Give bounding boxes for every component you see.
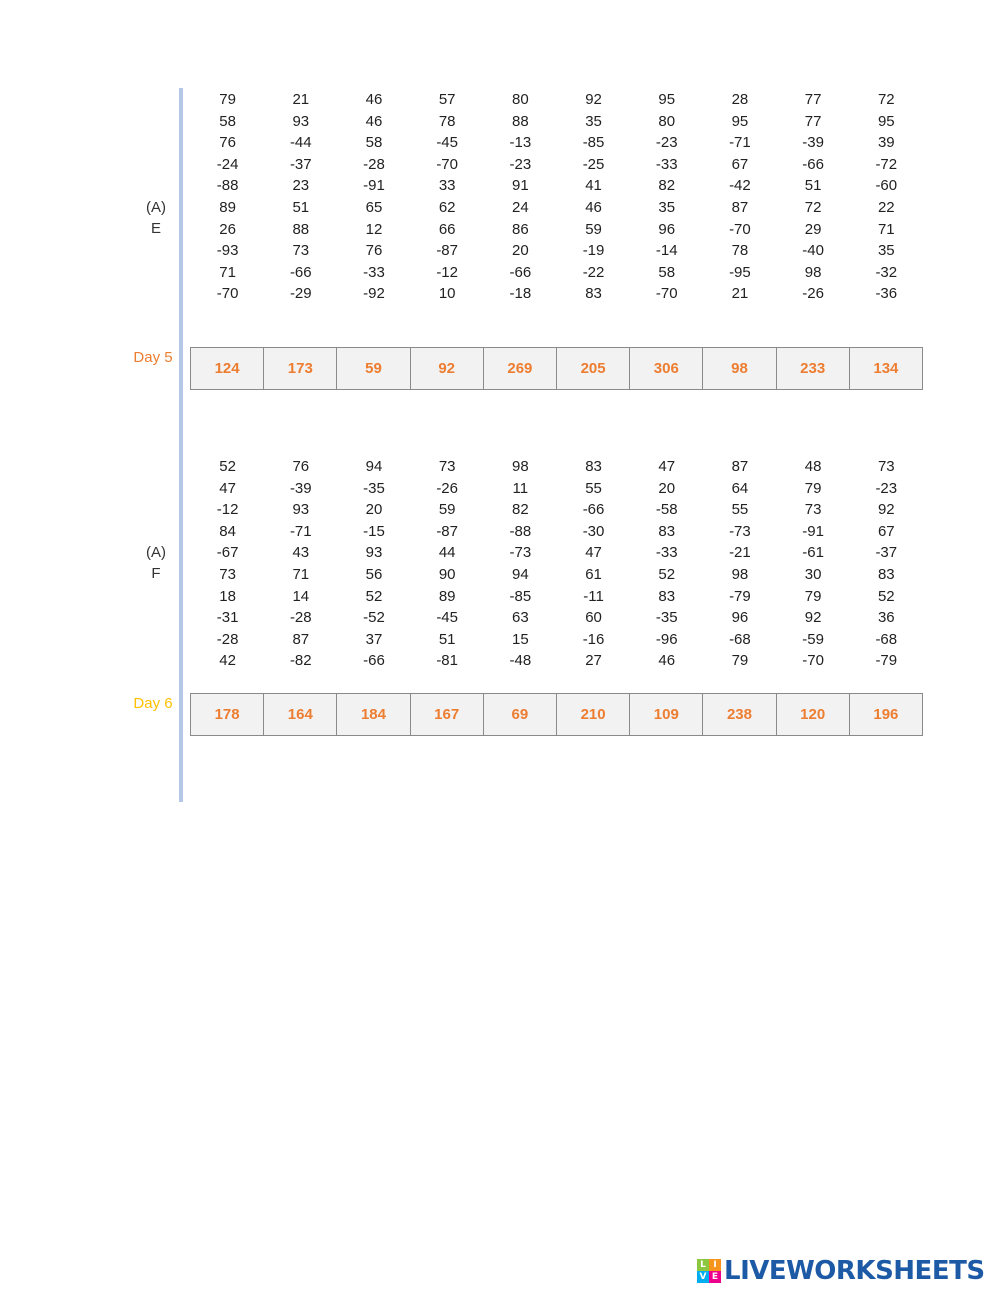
grid-cell: 78 xyxy=(731,242,749,260)
grid-cell: 93 xyxy=(292,501,310,519)
grid-cell: -31 xyxy=(216,609,239,627)
grid-cell: -96 xyxy=(655,630,678,648)
grid-cell: -21 xyxy=(729,544,751,562)
grid-cell: -23 xyxy=(655,134,678,152)
grid-cell: 61 xyxy=(585,565,602,583)
answer-cell[interactable]: 59 xyxy=(337,348,410,390)
grid-cell: 60 xyxy=(585,609,602,627)
grid-cell: 12 xyxy=(365,220,383,238)
grid-cell: -30 xyxy=(582,522,605,540)
answer-cell[interactable]: 120 xyxy=(777,694,850,736)
grid-cell: 52 xyxy=(658,565,676,583)
grid-cell: 80 xyxy=(512,91,529,108)
grid-cell: 62 xyxy=(438,198,456,216)
grid-cell: 35 xyxy=(877,242,895,260)
grid-cell: 79 xyxy=(731,652,749,670)
grid-cell: 20 xyxy=(365,501,383,519)
grid-cell: 82 xyxy=(512,501,529,519)
answer-cell[interactable]: 184 xyxy=(337,694,410,736)
grid-cell: -22 xyxy=(582,263,605,281)
grid-cell: 29 xyxy=(804,220,822,238)
grid-cell: 44 xyxy=(438,544,456,562)
grid-cell: 64 xyxy=(731,479,749,497)
grid-cell: 93 xyxy=(365,544,383,562)
grid-cell: -88 xyxy=(509,522,532,540)
grid-cell: 55 xyxy=(731,501,749,519)
answer-cell[interactable]: 210 xyxy=(557,694,630,736)
grid-cell: 66 xyxy=(438,220,456,238)
grid-cell: 95 xyxy=(877,112,895,130)
grid-cell: -26 xyxy=(802,285,824,303)
grid-cell: -18 xyxy=(509,285,532,303)
grid-cell: -13 xyxy=(509,134,532,152)
grid-cell: -93 xyxy=(216,242,239,260)
grid-cell: 23 xyxy=(292,177,310,195)
grid-cell: 91 xyxy=(512,177,529,195)
grid-cell: -88 xyxy=(216,177,239,195)
liveworksheets-logo-icon xyxy=(697,1259,721,1283)
grid-cell: -72 xyxy=(875,155,898,173)
grid-cell: 58 xyxy=(219,112,236,130)
grid-cell: -79 xyxy=(875,652,898,670)
grid-cell: -79 xyxy=(729,587,751,605)
grid-cell: 46 xyxy=(658,652,676,670)
grid-cell: 51 xyxy=(292,198,310,216)
grid-cell: 92 xyxy=(585,91,602,108)
grid-cell: 35 xyxy=(658,198,676,216)
grid-cell: 87 xyxy=(731,198,749,216)
grid-cell: 10 xyxy=(438,285,456,303)
answer-cell[interactable]: 134 xyxy=(850,348,923,390)
section-f-label xyxy=(128,542,184,584)
grid-cell: 93 xyxy=(292,112,310,130)
section-e-label-line2: E xyxy=(150,220,161,237)
grid-cell: 67 xyxy=(731,155,749,173)
grid-cell: 46 xyxy=(365,112,383,130)
grid-cell: -67 xyxy=(216,544,239,562)
grid-cell: 65 xyxy=(365,198,383,216)
grid-cell: 58 xyxy=(365,134,383,152)
grid-cell: -44 xyxy=(289,134,312,152)
answer-cell[interactable]: 98 xyxy=(703,348,776,390)
grid-cell: -87 xyxy=(436,242,458,260)
grid-cell: 67 xyxy=(877,522,895,540)
grid-cell: 94 xyxy=(365,458,383,475)
grid-cell: -24 xyxy=(216,155,239,173)
grid-cell: -85 xyxy=(509,587,532,605)
grid-cell: -45 xyxy=(436,609,458,627)
grid-cell: 21 xyxy=(731,285,749,303)
grid-cell: -12 xyxy=(436,263,458,281)
grid-cell: 79 xyxy=(804,587,822,605)
grid-cell: 98 xyxy=(512,458,529,475)
grid-cell: 20 xyxy=(512,242,529,260)
grid-cell: 83 xyxy=(585,285,602,303)
grid-cell: -28 xyxy=(363,155,385,173)
grid-cell: -66 xyxy=(363,652,385,670)
grid-cell: -66 xyxy=(289,263,312,281)
grid-cell: 76 xyxy=(292,458,310,475)
grid-cell: 24 xyxy=(512,198,529,216)
section-divider-rule xyxy=(179,88,183,802)
logo-mark-tile: L xyxy=(697,1259,709,1271)
grid-cell: 56 xyxy=(365,565,383,583)
grid-cell: 87 xyxy=(292,630,310,648)
answer-cell[interactable]: 69 xyxy=(484,694,557,736)
grid-cell: -58 xyxy=(655,501,678,519)
grid-cell: -52 xyxy=(363,609,385,627)
grid-cell: 73 xyxy=(877,458,895,475)
grid-cell: -70 xyxy=(216,285,239,303)
logo-mark-tile: E xyxy=(709,1271,721,1283)
grid-cell: 37 xyxy=(365,630,383,648)
answer-cell[interactable]: 124 xyxy=(191,348,264,390)
grid-cell: 87 xyxy=(731,458,749,475)
grid-cell: -85 xyxy=(582,134,605,152)
grid-cell: 73 xyxy=(292,242,310,260)
grid-cell: -25 xyxy=(582,155,605,173)
grid-cell: -29 xyxy=(289,285,312,303)
grid-cell: 55 xyxy=(585,479,602,497)
grid-cell: 71 xyxy=(219,263,236,281)
section-e-label-line1: (A) xyxy=(146,199,166,216)
grid-cell: 71 xyxy=(877,220,895,238)
grid-cell: 63 xyxy=(512,609,529,627)
grid-cell: 15 xyxy=(512,630,529,648)
grid-cell: -91 xyxy=(363,177,385,195)
grid-cell: -70 xyxy=(436,155,458,173)
grid-cell: 18 xyxy=(219,587,236,605)
grid-cell: 43 xyxy=(292,544,310,562)
grid-cell: 46 xyxy=(585,198,602,216)
section-f-number-grid xyxy=(191,456,923,672)
grid-cell: -35 xyxy=(363,479,385,497)
grid-cell: -59 xyxy=(802,630,824,648)
grid-cell: 52 xyxy=(219,458,236,475)
grid-cell: 48 xyxy=(804,458,822,475)
grid-cell: 28 xyxy=(731,91,749,108)
grid-cell: 47 xyxy=(219,479,236,497)
grid-cell: 89 xyxy=(438,587,456,605)
answer-cell[interactable]: 205 xyxy=(557,348,630,390)
grid-cell: 47 xyxy=(658,458,676,475)
section-e-number-grid xyxy=(191,89,923,305)
grid-cell: -14 xyxy=(655,242,678,260)
grid-cell: 72 xyxy=(804,198,822,216)
grid-cell: -71 xyxy=(289,522,312,540)
grid-cell: 72 xyxy=(877,91,895,108)
grid-cell: 76 xyxy=(219,134,236,152)
answer-cell[interactable]: 233 xyxy=(777,348,850,390)
grid-cell: 98 xyxy=(804,263,822,281)
grid-cell: -82 xyxy=(289,652,312,670)
logo-mark-tile: V xyxy=(697,1271,709,1283)
grid-cell: -66 xyxy=(582,501,605,519)
grid-cell: -60 xyxy=(875,177,898,195)
grid-cell: -45 xyxy=(436,134,458,152)
section-f-label-line2: F xyxy=(151,565,161,582)
answer-cell[interactable]: 178 xyxy=(191,694,264,736)
grid-cell: -39 xyxy=(802,134,824,152)
grid-cell: -68 xyxy=(729,630,751,648)
answer-cell[interactable]: 109 xyxy=(630,694,703,736)
liveworksheets-logo-text: LIVEWORKSHEETS xyxy=(724,1256,985,1286)
grid-cell: 11 xyxy=(512,479,529,497)
grid-cell: -42 xyxy=(729,177,751,195)
grid-cell: 86 xyxy=(512,220,529,238)
grid-cell: -73 xyxy=(509,544,532,562)
grid-cell: 36 xyxy=(877,609,895,627)
grid-cell: -91 xyxy=(802,522,824,540)
grid-cell: 51 xyxy=(804,177,822,195)
answer-cell[interactable]: 306 xyxy=(630,348,703,390)
grid-cell: -28 xyxy=(289,609,312,627)
grid-cell: -61 xyxy=(802,544,824,562)
grid-cell: -95 xyxy=(729,263,751,281)
grid-cell: 96 xyxy=(658,220,676,238)
grid-cell: 95 xyxy=(731,112,749,130)
grid-cell: 41 xyxy=(585,177,602,195)
grid-cell: 77 xyxy=(804,112,822,130)
grid-cell: -92 xyxy=(363,285,385,303)
grid-cell: 98 xyxy=(731,565,749,583)
grid-cell: 79 xyxy=(219,91,236,108)
grid-cell: -70 xyxy=(655,285,678,303)
grid-cell: -87 xyxy=(436,522,458,540)
grid-cell: 88 xyxy=(512,112,529,130)
grid-cell: 59 xyxy=(585,220,602,238)
grid-cell: 82 xyxy=(658,177,676,195)
grid-cell: -40 xyxy=(802,242,824,260)
grid-cell: 14 xyxy=(292,587,310,605)
grid-cell: 90 xyxy=(438,565,456,583)
grid-cell: -33 xyxy=(363,263,385,281)
grid-cell: -68 xyxy=(875,630,898,648)
grid-cell: -11 xyxy=(583,587,604,605)
grid-cell: 94 xyxy=(512,565,529,583)
grid-cell: 52 xyxy=(365,587,383,605)
grid-cell: -16 xyxy=(582,630,605,648)
grid-cell: 78 xyxy=(438,112,456,130)
grid-cell: 76 xyxy=(365,242,383,260)
grid-cell: 57 xyxy=(438,91,456,108)
grid-cell: -28 xyxy=(216,630,239,648)
grid-cell: -32 xyxy=(875,263,898,281)
grid-cell: -37 xyxy=(875,544,898,562)
grid-cell: 35 xyxy=(585,112,602,130)
grid-cell: 83 xyxy=(658,522,676,540)
section-e-label xyxy=(128,197,184,239)
grid-cell: -15 xyxy=(363,522,385,540)
grid-cell: 58 xyxy=(658,263,676,281)
day-6-label: Day 6 xyxy=(133,695,173,712)
day-5-answer-row xyxy=(190,347,923,390)
grid-cell: -19 xyxy=(582,242,605,260)
grid-cell: -33 xyxy=(655,155,678,173)
grid-cell: -48 xyxy=(509,652,532,670)
grid-cell: 20 xyxy=(658,479,676,497)
grid-cell: 73 xyxy=(219,565,236,583)
grid-cell: -70 xyxy=(729,220,751,238)
grid-cell: 52 xyxy=(877,587,895,605)
grid-cell: 89 xyxy=(219,198,236,216)
grid-cell: -33 xyxy=(655,544,678,562)
grid-cell: 77 xyxy=(804,91,822,108)
grid-cell: 83 xyxy=(585,458,602,475)
grid-cell: 30 xyxy=(804,565,822,583)
grid-cell: 51 xyxy=(438,630,456,648)
grid-cell: 47 xyxy=(585,544,602,562)
grid-cell: 79 xyxy=(804,479,822,497)
grid-cell: -36 xyxy=(875,285,898,303)
grid-cell: 95 xyxy=(658,91,676,108)
grid-cell: -39 xyxy=(289,479,312,497)
grid-cell: -71 xyxy=(729,134,751,152)
grid-cell: 42 xyxy=(219,652,236,670)
grid-cell: 27 xyxy=(585,652,602,670)
grid-cell: 21 xyxy=(292,91,310,108)
answer-cell[interactable]: 238 xyxy=(703,694,776,736)
grid-cell: -23 xyxy=(509,155,532,173)
grid-cell: 83 xyxy=(877,565,895,583)
answer-cell[interactable]: 173 xyxy=(264,348,337,390)
grid-cell: -35 xyxy=(655,609,678,627)
grid-cell: 26 xyxy=(219,220,236,238)
grid-cell: 39 xyxy=(877,134,895,152)
liveworksheets-logo xyxy=(697,1256,985,1286)
grid-cell: 33 xyxy=(438,177,456,195)
grid-cell: 71 xyxy=(292,565,310,583)
grid-cell: -66 xyxy=(802,155,824,173)
grid-cell: 96 xyxy=(731,609,749,627)
logo-mark-tile: I xyxy=(709,1259,721,1271)
section-f-label-line1: (A) xyxy=(146,544,166,561)
grid-cell: -12 xyxy=(216,501,239,519)
grid-cell: -66 xyxy=(509,263,532,281)
grid-cell: 22 xyxy=(877,198,895,216)
grid-cell: 83 xyxy=(658,587,676,605)
grid-cell: 46 xyxy=(365,91,383,108)
grid-cell: 80 xyxy=(658,112,676,130)
grid-cell: 59 xyxy=(438,501,456,519)
answer-cell[interactable]: 269 xyxy=(484,348,557,390)
grid-cell: 92 xyxy=(804,609,822,627)
grid-cell: 84 xyxy=(219,522,236,540)
grid-cell: -73 xyxy=(729,522,751,540)
answer-cell[interactable]: 167 xyxy=(411,694,484,736)
grid-cell: 92 xyxy=(877,501,895,519)
grid-cell: 73 xyxy=(438,458,456,475)
grid-cell: -23 xyxy=(875,479,898,497)
grid-cell: 73 xyxy=(804,501,822,519)
grid-cell: -26 xyxy=(436,479,458,497)
answer-cell[interactable]: 196 xyxy=(850,694,923,736)
grid-cell: -37 xyxy=(289,155,312,173)
answer-cell[interactable]: 92 xyxy=(411,348,484,390)
day-5-label: Day 5 xyxy=(133,349,173,366)
grid-cell: -81 xyxy=(436,652,458,670)
day-6-answer-row xyxy=(190,693,923,736)
grid-cell: -70 xyxy=(802,652,824,670)
answer-cell[interactable]: 164 xyxy=(264,694,337,736)
grid-cell: 88 xyxy=(292,220,310,238)
